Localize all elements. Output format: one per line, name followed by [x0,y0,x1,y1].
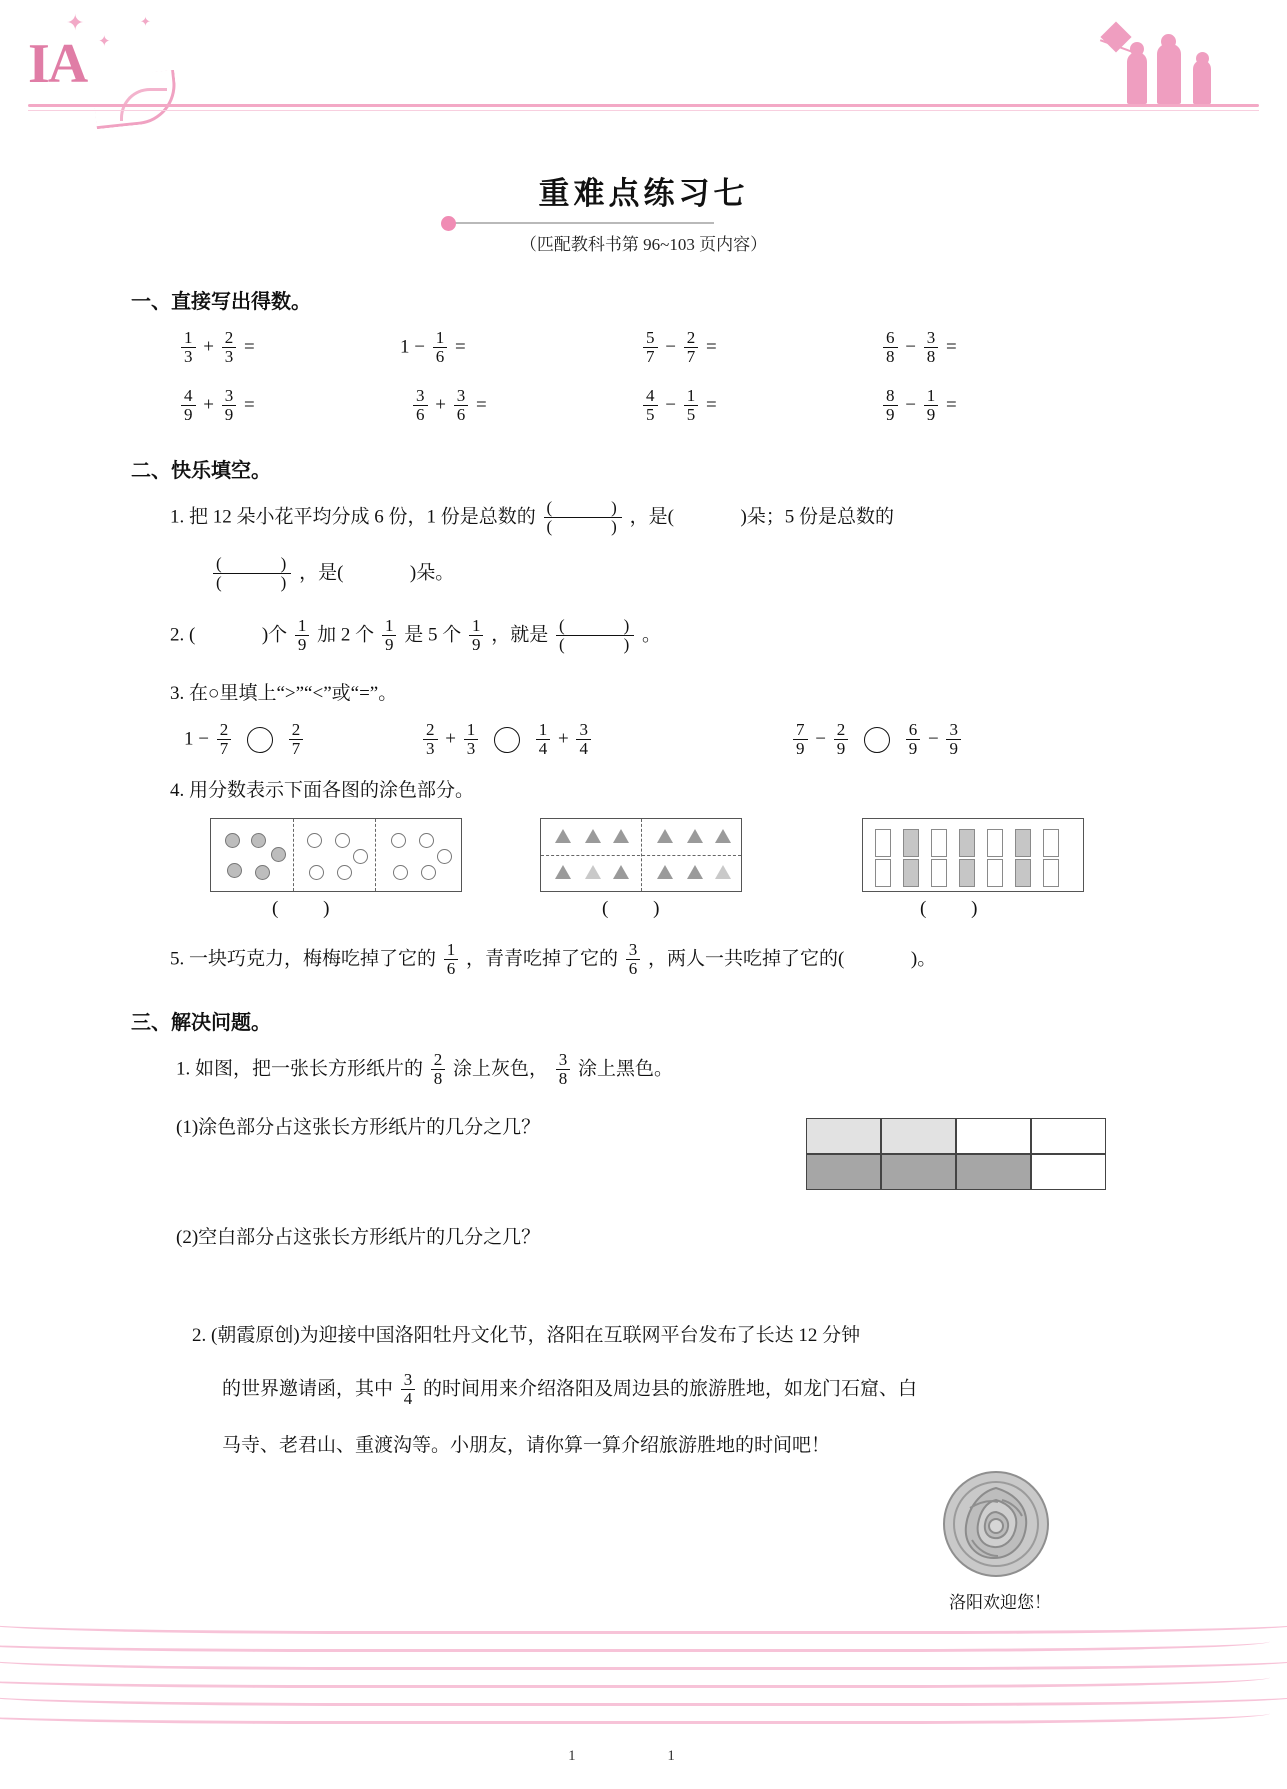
operator: + [557,728,569,750]
dot [251,833,266,848]
frac-num: 4 [646,386,655,405]
question-3-1-sub2: (2)空白部分占这张长方形纸片的几分之几？ [176,1227,541,1248]
frac-num: 6 [886,328,895,347]
header-divider [28,104,1259,107]
frac-den: 6 [454,405,469,424]
dot [419,833,434,848]
q-text: )。 [910,948,937,970]
frac-den: 9 [295,635,310,654]
q-text: 是 5 个 [404,624,462,646]
page-header [0,0,1287,130]
frac-num: 2 [433,1050,443,1069]
frac-num: 2 [426,720,435,739]
frac-num: 7 [796,720,805,739]
equals: = [475,394,487,416]
q-text: )朵；5 份是总数的 [740,506,895,528]
title-dot-icon [441,216,456,231]
star-icon-3: ✦ [140,14,151,29]
frac-den: 4 [576,739,591,758]
grid-cell-0-0 [806,1118,881,1154]
exercise-2-4 [880,388,957,425]
logo-letters: IA [28,33,87,95]
person-head-1 [1130,42,1144,56]
question-2-1-line2 [210,556,454,593]
frac-num: 6 [908,720,918,739]
dot [309,865,324,880]
bar [1015,859,1031,887]
equals: = [945,336,957,358]
bar [987,859,1003,887]
frac-den: 6 [444,959,459,978]
dot [307,833,322,848]
person-icon-2 [1157,44,1181,104]
bar [875,829,891,857]
question-2-1-line1 [170,500,894,537]
equals: = [945,394,957,416]
triangle [555,865,571,879]
dot [255,865,270,880]
q-text: 加 2 个 [317,624,375,646]
frac-num: 3 [558,1050,568,1069]
frac-num: 3 [456,386,466,405]
operator: − [905,394,916,416]
operator: + [445,728,456,750]
bar [903,859,919,887]
frac-num: 8 [886,386,895,405]
exercise-1-3 [640,330,717,367]
dot [421,865,436,880]
figure-bars [862,818,1084,892]
grid-cell-0-2 [956,1118,1031,1154]
operator: − [905,336,916,358]
frac-den: 9 [181,405,196,424]
frac-den: 8 [924,347,939,366]
equals: = [705,394,717,416]
dot [437,849,452,864]
figure-dots-answer[interactable]: ( ) [272,898,350,919]
equals: = [243,394,255,416]
operator: − [414,336,425,358]
divider [375,819,376,891]
operator: − [815,728,826,750]
frac-den: 3 [464,739,479,758]
frac-num: 2 [686,328,696,347]
bar [931,829,947,857]
answer-blank-4[interactable] [849,949,906,970]
answer-blank[interactable] [679,507,736,528]
q-text: )朵。 [409,562,455,584]
q-text: 2. ( [170,624,196,646]
figure-triangles-answer[interactable]: ( ) [602,898,680,919]
q-text: 1. 如图，把一张长方形纸片的 [176,1058,424,1080]
page-subtitle: （匹配教科书第 96~103 页内容） [519,235,768,254]
question-2-5 [170,942,936,979]
triangle [715,865,731,879]
exercise-2-3 [640,388,717,425]
grid-cell-1-0 [806,1154,881,1190]
equals: = [243,336,255,358]
frac-num: 1 [686,386,696,405]
grid-cell-1-3 [1031,1154,1106,1190]
frac-den: 8 [556,1069,571,1088]
question-3-1 [176,1052,673,1089]
triangle [555,829,571,843]
dot [393,865,408,880]
triangle [613,829,629,843]
equals: = [454,336,466,358]
frac-den: 9 [793,739,808,758]
frac-den: 6 [413,405,428,424]
question-2-3-item-3 [790,722,964,759]
dot [337,865,352,880]
title-underline [452,222,714,224]
frac-num: 1 [446,940,456,959]
frac-den: 6 [626,959,641,978]
frac-num: 1 [466,720,476,739]
frac-num: 2 [219,720,229,739]
frac-num: 3 [926,328,936,347]
frac-num: 2 [836,720,846,739]
bar [987,829,1003,857]
frac-num: 3 [949,720,958,739]
question-3-2-line2 [222,1372,917,1409]
page-title: 重难点练习七 [538,176,749,211]
q-text: 的时间用来介绍洛阳及周边县的旅游胜地，如龙门石窟、白 [423,1378,918,1400]
frac-num: 1 [435,328,445,347]
triangle [657,865,673,879]
frac-num: 1 [184,328,193,347]
operator: + [203,394,214,416]
triangle [613,865,629,879]
question-2-2 [170,618,661,655]
triangle [585,829,601,843]
triangle [657,829,673,843]
question-2-4-text: 4. 用分数表示下面各图的涂色部分。 [170,780,475,801]
bar [875,859,891,887]
compare-circle[interactable] [864,727,890,753]
frac-num: 1 [926,386,936,405]
q-text: ，是( [299,562,344,584]
operator: − [198,728,209,750]
frac-den: 9 [382,635,397,654]
frac-den: 5 [643,405,658,424]
dot [227,863,242,878]
star-icon: ✦ [66,10,85,35]
fraction-blank[interactable] [544,499,622,536]
exercise-2-2 [410,388,487,425]
compare-circle[interactable] [247,727,273,753]
frac-num: 3 [579,720,588,739]
frac-num: 3 [224,386,234,405]
q-text: 。 [642,624,662,646]
page-footer-decoration [0,1605,1287,1725]
frac-den: 4 [401,1389,416,1408]
frac-den: 7 [289,739,304,758]
frac-num: ( ) [546,498,619,517]
q-text: 涂上灰色， [453,1058,549,1080]
triangle [585,865,601,879]
operator: − [927,728,939,750]
figure-bars-answer[interactable]: ( ) [920,898,998,919]
operator: − [665,394,676,416]
operator: − [665,336,676,358]
grid-cell-0-1 [881,1118,956,1154]
section-one-heading: 一、直接写出得数。 [131,291,311,313]
section-two-heading: 二、快乐填空。 [131,460,271,482]
bar [1015,829,1031,857]
divider [541,855,741,856]
frac-den: 9 [222,405,237,424]
answer-blank-2[interactable] [348,563,405,584]
dot [391,833,406,848]
frac-den: 9 [906,739,921,758]
frac-num: 2 [291,720,301,739]
frac-den: 7 [643,347,658,366]
dot [335,833,350,848]
frac-num: 5 [646,328,655,347]
frac-den: 9 [946,739,961,758]
divider [293,819,294,891]
triangle [715,829,731,843]
bar [1043,859,1059,887]
exercise-1-2 [400,330,466,367]
q-text: 1. 把 12 朵小花平均分成 6 份，1 份是总数的 [170,506,536,528]
fraction-blank-3[interactable] [556,617,634,654]
bar [959,859,975,887]
figure-triangles [540,818,742,892]
frac-den: 3 [181,347,196,366]
frac-den: 3 [423,739,438,758]
dot [353,849,368,864]
stamp-caption: 洛阳欢迎您！ [949,1593,1051,1612]
question-2-3-item-1 [184,722,306,759]
lead-number: 1 [184,728,194,750]
frac-den: 9 [883,405,898,424]
q-text: )个 [261,624,288,646]
exercise-1-4 [880,330,957,367]
exercise-2-1 [178,388,255,425]
frac-den: 7 [217,739,232,758]
bar [959,829,975,857]
grid-cell-1-1 [881,1154,956,1190]
grid-cell-1-2 [956,1154,1031,1190]
lead-number: 1 [400,336,410,358]
dot [225,833,240,848]
frac-num: 4 [184,386,193,405]
q-text: 5. 一块巧克力，梅梅吃掉了它的 [170,948,437,970]
question-3-2-line1: 2. (朝霞原创)为迎接中国洛阳牡丹文化节，洛阳在互联网平台发布了长达 12 分钟 [192,1325,861,1346]
frac-den: 9 [834,739,849,758]
compare-circle[interactable] [494,727,520,753]
frac-den: 9 [924,405,939,424]
dot [271,847,286,862]
bar [931,859,947,887]
frac-den: ( ) [544,517,622,536]
triangle [687,865,703,879]
triangle [687,829,703,843]
frac-num: 1 [471,616,481,635]
grid-cell-0-3 [1031,1118,1106,1154]
equals: = [705,336,717,358]
q-text: 涂上黑色。 [578,1058,674,1080]
frac-num: ( ) [216,554,289,573]
frac-den: 3 [222,347,237,366]
q-text: ，青青吃掉了它的 [466,948,619,970]
person-icon-1 [1127,52,1147,104]
question-3-2-line3: 马寺、老君山、重渡沟等。小朋友，请你算一算介绍旅游胜地的时间吧！ [222,1435,831,1456]
question-2-3-item-2 [420,722,594,759]
exercise-1-1 [178,330,255,367]
frac-num: ( ) [558,616,632,635]
question-2-3-text: 3. 在○里填上“>”“<”或“=”。 [170,683,398,704]
fraction-blank-2[interactable] [213,555,291,592]
q-text: ，就是 [491,624,549,646]
frac-den: ( ) [213,573,291,592]
frac-num: 1 [538,720,548,739]
person-head-2 [1161,34,1176,49]
frac-num: 1 [384,616,394,635]
frac-den: 7 [684,347,699,366]
q-text: ，是( [629,506,674,528]
title-block [0,168,1287,213]
figure-dots [210,818,462,892]
answer-blank-3[interactable] [200,625,257,646]
q-text: ，两人一共吃掉了它的( [648,948,845,970]
frac-num: 1 [297,616,307,635]
person-icon-3 [1193,60,1211,104]
question-3-1-sub1: (1)涂色部分占这张长方形纸片的几分之几？ [176,1117,541,1138]
family-icon [1067,24,1247,104]
q-text: 的世界邀请函，其中 [222,1378,394,1400]
frac-num: 3 [416,386,425,405]
peony-flower-icon [940,1468,1052,1580]
frac-den: 4 [536,739,551,758]
frac-den: 5 [684,405,699,424]
person-head-3 [1196,52,1209,65]
frac-den: 8 [431,1069,446,1088]
frac-den: ( ) [556,635,634,654]
operator: + [203,336,214,358]
section-three-heading: 三、解决问题。 [131,1012,271,1034]
frac-num: 2 [224,328,234,347]
operator: + [435,394,446,416]
frac-den: 9 [469,635,484,654]
frac-num: 3 [403,1370,413,1389]
star-icon-2: ✦ [98,34,111,50]
frac-num: 3 [628,940,638,959]
frac-den: 8 [883,347,898,366]
bar [903,829,919,857]
bar [1043,829,1059,857]
page-number: 1 1 [568,1748,719,1764]
frac-den: 6 [433,347,448,366]
